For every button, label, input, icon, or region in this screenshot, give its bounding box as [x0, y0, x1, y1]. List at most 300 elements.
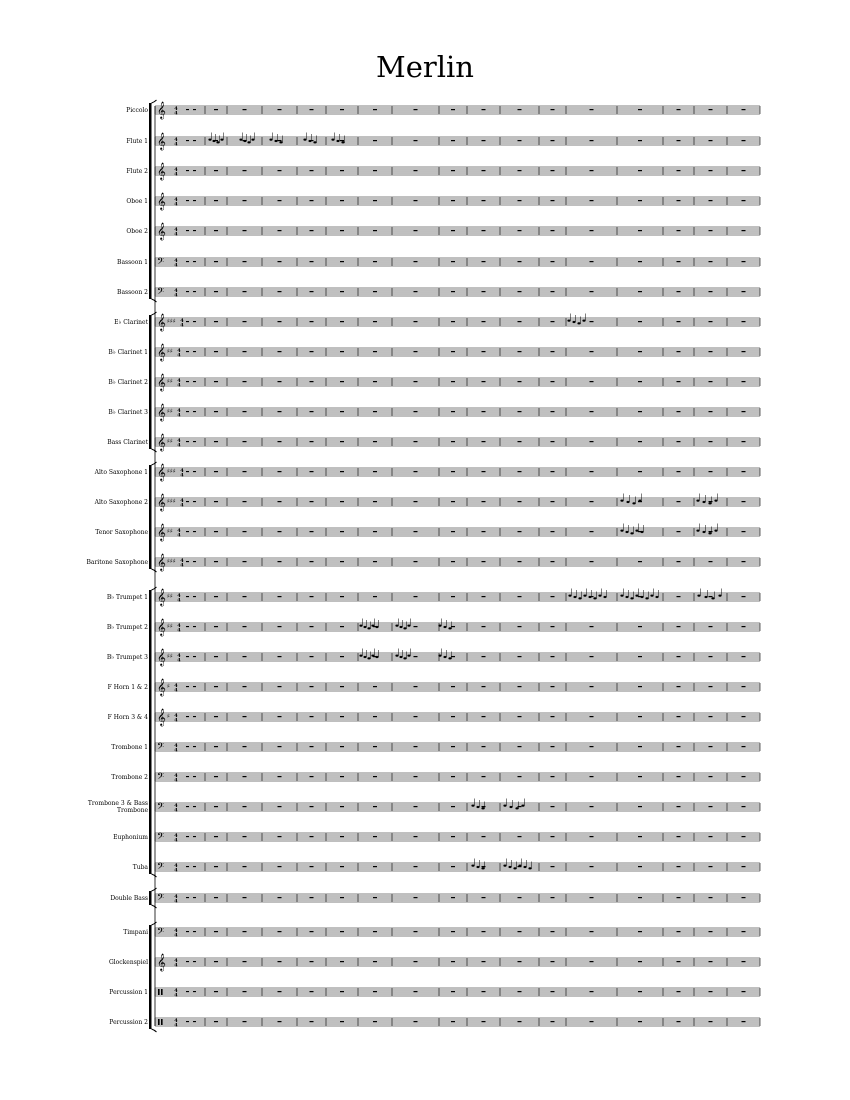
whole-rest [243, 991, 247, 992]
whole-rest [742, 170, 746, 171]
whole-rest [709, 291, 713, 292]
whole-rest [742, 261, 746, 262]
whole-rest [451, 961, 455, 962]
whole-rest [243, 261, 247, 262]
whole-rest [590, 140, 594, 141]
whole-rest [414, 351, 418, 352]
whole-rest [373, 1021, 377, 1022]
note-head [371, 624, 374, 626]
whole-rest [482, 291, 486, 292]
time-signature-top: 4 [174, 1017, 178, 1024]
half-rest [193, 200, 196, 201]
note-head [645, 597, 648, 599]
whole-rest [742, 140, 746, 141]
key-signature: ♯ [167, 683, 170, 690]
whole-rest [278, 961, 282, 962]
treble-clef-icon: 𝄞 [157, 373, 166, 391]
whole-rest [340, 411, 344, 412]
instrument-label: Trombone 1 [111, 743, 148, 751]
note-head [247, 141, 250, 143]
note-head [620, 594, 623, 596]
staff [155, 192, 760, 210]
instrument-label: B♭ Trumpet 2 [106, 623, 148, 631]
whole-rest [742, 381, 746, 382]
whole-rest [518, 716, 522, 717]
note-head [513, 867, 516, 869]
note-head [243, 140, 246, 142]
whole-rest [742, 471, 746, 472]
whole-rest [482, 746, 486, 747]
whole-rest [482, 961, 486, 962]
whole-rest [638, 897, 642, 898]
whole-rest [742, 321, 746, 322]
whole-rest [638, 381, 642, 382]
staff [155, 861, 760, 874]
half-rest [186, 561, 189, 562]
time-signature-bottom: 4 [174, 807, 178, 814]
note-head [336, 140, 339, 142]
whole-rest [243, 471, 247, 472]
whole-rest [709, 866, 713, 867]
whole-rest [451, 471, 455, 472]
whole-rest [243, 411, 247, 412]
note-head [578, 597, 581, 599]
whole-rest [278, 897, 282, 898]
whole-rest [243, 806, 247, 807]
note-head [598, 594, 601, 596]
instrument-label: Euphonium [113, 833, 148, 841]
whole-rest [551, 746, 555, 747]
note-head [718, 594, 721, 596]
whole-rest [742, 776, 746, 777]
half-rest [193, 291, 196, 292]
note-head [620, 499, 623, 501]
whole-rest [551, 931, 555, 932]
whole-rest [482, 170, 486, 171]
treble-clef-icon: 𝄞 [157, 162, 166, 180]
whole-rest [451, 596, 455, 597]
half-rest [193, 321, 196, 322]
time-signature-top: 4 [174, 136, 178, 143]
half-rest [193, 381, 196, 382]
note-head [625, 531, 628, 533]
note-head [220, 138, 223, 140]
whole-rest [278, 381, 282, 382]
note-head [471, 864, 474, 866]
flute-passage [239, 133, 254, 144]
half-rest [193, 170, 196, 171]
note-head [407, 654, 410, 656]
whole-rest [373, 897, 377, 898]
whole-rest [414, 230, 418, 231]
whole-rest [638, 931, 642, 932]
treble-clef-icon: 𝄞 [157, 313, 166, 331]
whole-rest [709, 716, 713, 717]
whole-rest [709, 109, 713, 110]
whole-rest [414, 501, 418, 502]
whole-rest [742, 351, 746, 352]
half-rest [186, 291, 189, 292]
half-rest [186, 806, 189, 807]
key-signature: ♯♯♯ [167, 498, 176, 505]
whole-rest [414, 140, 418, 141]
whole-rest [414, 1021, 418, 1022]
whole-rest [590, 866, 594, 867]
staff [155, 286, 760, 299]
whole-rest [310, 776, 314, 777]
whole-rest [310, 596, 314, 597]
time-signature-bottom: 4 [174, 1022, 178, 1029]
whole-rest [638, 746, 642, 747]
whole-rest [310, 836, 314, 837]
note-head [331, 138, 334, 140]
whole-rest [677, 230, 681, 231]
key-signature: ♯♯ [167, 623, 173, 630]
whole-rest [518, 501, 522, 502]
staff [155, 771, 760, 784]
whole-rest [414, 806, 418, 807]
whole-rest [482, 109, 486, 110]
time-signature-top: 4 [174, 957, 178, 964]
staff [155, 403, 760, 421]
whole-rest [518, 1021, 522, 1022]
note-head [503, 864, 506, 866]
whole-rest [340, 1021, 344, 1022]
whole-rest [340, 531, 344, 532]
note-head [697, 594, 700, 596]
whole-rest [243, 441, 247, 442]
whole-rest [638, 351, 642, 352]
whole-rest [677, 806, 681, 807]
treble-clef-icon: 𝄞 [157, 618, 166, 636]
whole-rest [278, 596, 282, 597]
staff [155, 648, 760, 666]
half-rest [186, 866, 189, 867]
whole-rest [278, 656, 282, 657]
whole-rest [243, 351, 247, 352]
whole-rest [638, 261, 642, 262]
whole-rest [638, 866, 642, 867]
whole-rest [590, 836, 594, 837]
staff [155, 741, 760, 754]
whole-rest [214, 716, 218, 717]
time-signature-bottom: 4 [177, 382, 181, 389]
whole-rest [414, 716, 418, 717]
whole-rest [214, 991, 218, 992]
whole-rest [278, 501, 282, 502]
whole-rest [709, 501, 713, 502]
whole-rest [742, 686, 746, 687]
whole-rest [709, 806, 713, 807]
whole-rest [677, 656, 681, 657]
instrument-label: Alto Saxophone 1 [94, 468, 148, 476]
whole-rest [310, 321, 314, 322]
whole-rest [482, 321, 486, 322]
whole-rest [590, 561, 594, 562]
whole-rest [340, 109, 344, 110]
whole-rest [243, 1021, 247, 1022]
note-head [521, 804, 524, 806]
whole-rest [518, 230, 522, 231]
note-head [515, 807, 518, 809]
note-head [593, 597, 596, 599]
trombone-passage [503, 799, 524, 810]
whole-rest [677, 776, 681, 777]
time-signature-top: 4 [177, 407, 181, 414]
bass-clef-icon: 𝄢 [157, 286, 165, 299]
staff [155, 678, 760, 696]
whole-rest [310, 291, 314, 292]
whole-rest [638, 991, 642, 992]
whole-rest [373, 561, 377, 562]
whole-rest [742, 897, 746, 898]
whole-rest [451, 897, 455, 898]
whole-rest [414, 170, 418, 171]
time-signature-bottom: 4 [174, 687, 178, 694]
note-head [407, 624, 410, 626]
tuba-passage [503, 859, 531, 870]
whole-rest [373, 806, 377, 807]
whole-rest [373, 931, 377, 932]
whole-rest [340, 656, 344, 657]
whole-rest [214, 200, 218, 201]
whole-rest [414, 381, 418, 382]
percussion-clef-icon [161, 1019, 163, 1025]
half-rest [193, 776, 196, 777]
whole-rest [638, 321, 642, 322]
time-signature-bottom: 4 [174, 171, 178, 178]
whole-rest [243, 776, 247, 777]
note-head [251, 138, 254, 140]
whole-rest [373, 716, 377, 717]
half-rest [186, 716, 189, 717]
whole-rest [709, 441, 713, 442]
whole-rest [590, 200, 594, 201]
whole-rest [243, 381, 247, 382]
half-rest [193, 897, 196, 898]
note-head [711, 597, 714, 599]
whole-rest [518, 321, 522, 322]
staff [155, 256, 760, 269]
bracket-hook [152, 449, 157, 452]
time-signature-top: 4 [174, 742, 178, 749]
treble-clef-icon: 𝄞 [157, 132, 166, 150]
whole-rest [451, 716, 455, 717]
note-head [702, 531, 705, 533]
bracket-hook [152, 100, 157, 103]
whole-rest [243, 170, 247, 171]
whole-rest [551, 321, 555, 322]
half-rest [186, 261, 189, 262]
whole-rest [451, 991, 455, 992]
note-head [638, 499, 641, 501]
whole-rest [310, 230, 314, 231]
half-rest [193, 806, 196, 807]
whole-rest [709, 897, 713, 898]
whole-rest [451, 836, 455, 837]
whole-rest [518, 170, 522, 171]
whole-rest [373, 746, 377, 747]
time-signature-bottom: 4 [174, 231, 178, 238]
whole-rest [278, 140, 282, 141]
whole-rest [340, 866, 344, 867]
staff [155, 831, 760, 844]
whole-rest [278, 261, 282, 262]
whole-rest [278, 351, 282, 352]
staff [155, 523, 760, 541]
treble-clef-icon: 𝄞 [157, 493, 166, 511]
half-rest [193, 561, 196, 562]
whole-rest [214, 776, 218, 777]
note-head [625, 596, 628, 598]
whole-rest [340, 291, 344, 292]
note-head [568, 594, 571, 596]
whole-rest [590, 501, 594, 502]
whole-rest [518, 656, 522, 657]
whole-rest [243, 656, 247, 657]
note-head [640, 531, 643, 533]
whole-rest [278, 109, 282, 110]
note-head [630, 532, 633, 534]
whole-rest [590, 441, 594, 442]
whole-rest [551, 866, 555, 867]
whole-rest [709, 776, 713, 777]
whole-rest [482, 261, 486, 262]
note-head [626, 501, 629, 503]
note-head [274, 140, 277, 142]
whole-rest [340, 501, 344, 502]
whole-rest [551, 656, 555, 657]
whole-rest [638, 1021, 642, 1022]
note-head [399, 656, 402, 658]
whole-rest [518, 140, 522, 141]
note-head [443, 656, 446, 658]
whole-rest [551, 381, 555, 382]
note-head [588, 596, 591, 598]
whole-rest [551, 109, 555, 110]
whole-rest [590, 716, 594, 717]
bracket-hook [152, 312, 157, 315]
time-signature-top: 4 [174, 105, 178, 112]
whole-rest [742, 596, 746, 597]
whole-rest [518, 746, 522, 747]
whole-rest [340, 836, 344, 837]
whole-rest [340, 200, 344, 201]
whole-rest [709, 561, 713, 562]
whole-rest [677, 109, 681, 110]
whole-rest [278, 471, 282, 472]
half-rest [193, 441, 196, 442]
half-rest [186, 776, 189, 777]
time-signature-bottom: 4 [180, 502, 184, 509]
instrument-label: Bassoon 2 [117, 288, 148, 296]
whole-rest [590, 1021, 594, 1022]
half-rest [193, 746, 196, 747]
time-signature-bottom: 4 [180, 322, 184, 329]
time-signature-top: 4 [180, 557, 184, 564]
group-bracket [149, 465, 152, 569]
instrument-label: Percussion 2 [109, 1018, 148, 1026]
trumpet-passage [359, 649, 378, 660]
whole-rest [373, 686, 377, 687]
whole-rest [482, 381, 486, 382]
half-rest [193, 109, 196, 110]
whole-rest [214, 230, 218, 231]
sax-passage [620, 494, 641, 505]
whole-rest [677, 626, 681, 627]
whole-rest [278, 931, 282, 932]
treble-clef-icon: 𝄞 [157, 523, 166, 541]
trumpet-passage [697, 589, 721, 600]
score-title: Merlin [376, 50, 474, 84]
whole-rest [638, 109, 642, 110]
time-signature-bottom: 4 [177, 627, 181, 634]
time-signature-top: 4 [174, 196, 178, 203]
whole-rest [677, 1021, 681, 1022]
note-head [395, 654, 398, 656]
note-head [395, 624, 398, 626]
whole-rest [518, 806, 522, 807]
half-rest [193, 686, 196, 687]
note-head [650, 594, 653, 596]
whole-rest [518, 776, 522, 777]
whole-rest [482, 897, 486, 898]
whole-rest [340, 596, 344, 597]
staff [155, 1018, 760, 1029]
whole-rest [373, 596, 377, 597]
trumpet-passage [395, 649, 410, 660]
whole-rest [709, 836, 713, 837]
whole-rest [373, 866, 377, 867]
whole-rest [451, 561, 455, 562]
whole-rest [214, 596, 218, 597]
whole-rest [482, 806, 486, 807]
whole-rest [278, 561, 282, 562]
note-head [696, 529, 699, 531]
whole-rest [482, 351, 486, 352]
whole-rest [214, 291, 218, 292]
whole-rest [310, 866, 314, 867]
whole-rest [709, 200, 713, 201]
note-head [708, 502, 711, 504]
note-head [714, 499, 717, 501]
note-head [573, 596, 576, 598]
treble-clef-icon: 𝄞 [157, 192, 166, 210]
note-head [503, 804, 506, 806]
treble-clef-icon: 𝄞 [157, 678, 166, 696]
whole-rest [590, 776, 594, 777]
whole-rest [742, 626, 746, 627]
whole-rest [482, 866, 486, 867]
whole-rest [451, 381, 455, 382]
whole-rest [638, 140, 642, 141]
whole-rest [518, 200, 522, 201]
whole-rest [742, 931, 746, 932]
staff [155, 343, 760, 361]
whole-rest [373, 991, 377, 992]
whole-rest [518, 626, 522, 627]
half-rest [193, 716, 196, 717]
time-signature-top: 4 [174, 927, 178, 934]
whole-rest [414, 626, 418, 627]
whole-rest [310, 961, 314, 962]
whole-rest [243, 866, 247, 867]
whole-rest [310, 501, 314, 502]
whole-rest [414, 866, 418, 867]
whole-rest [243, 291, 247, 292]
whole-rest [214, 746, 218, 747]
whole-rest [677, 441, 681, 442]
